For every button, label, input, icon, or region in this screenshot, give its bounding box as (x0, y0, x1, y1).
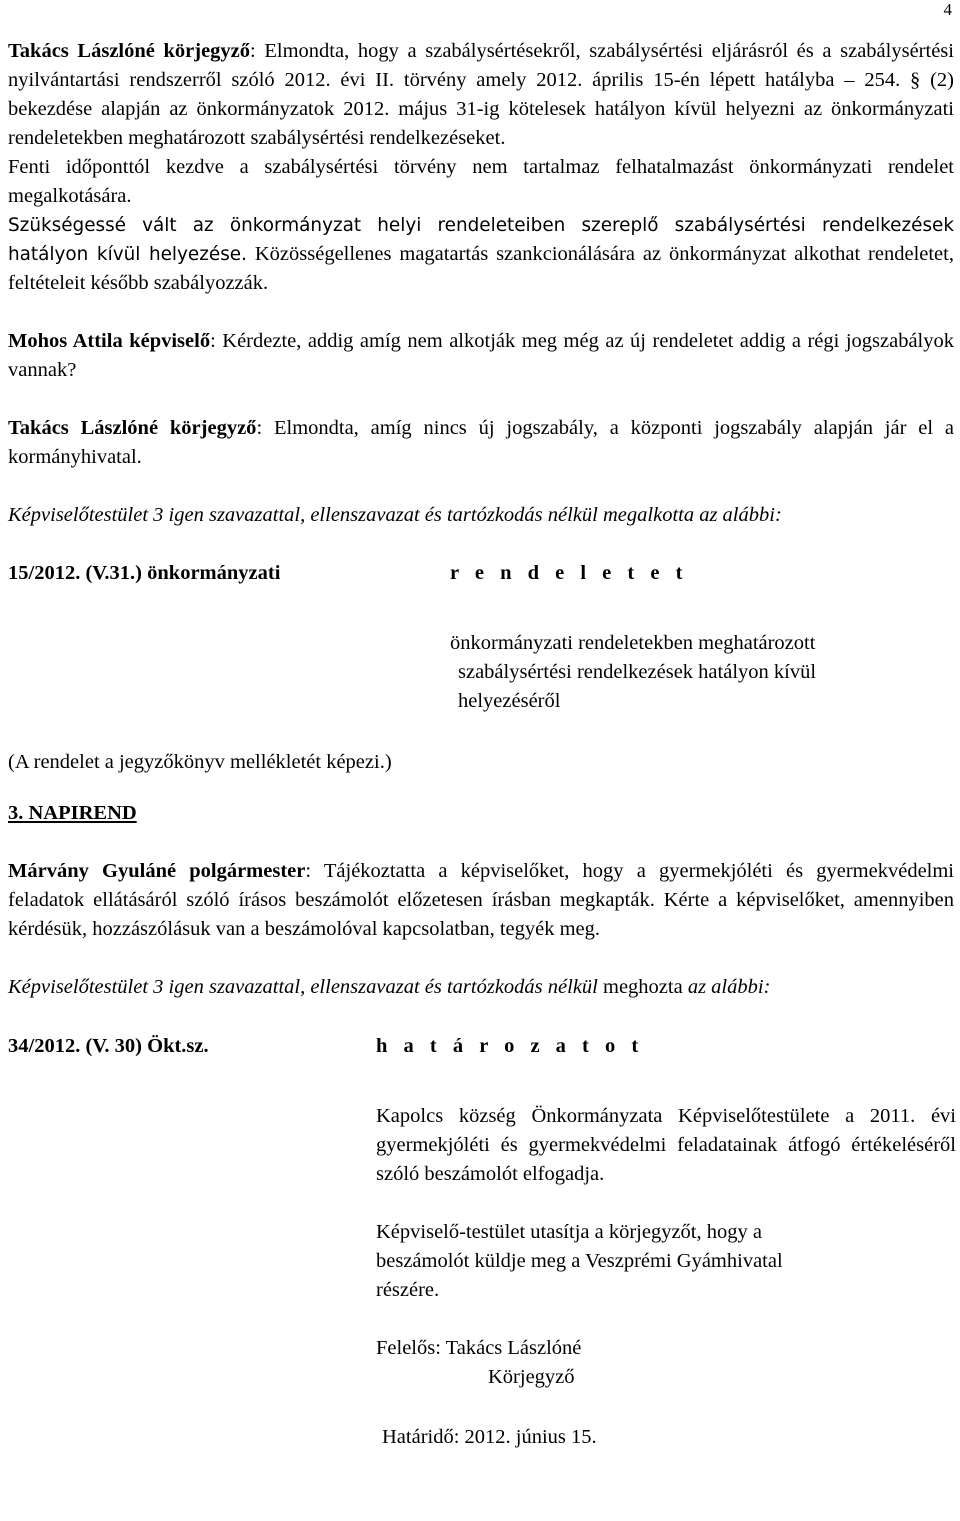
resolution-responsible (376, 1334, 956, 1392)
vote-statement (8, 973, 954, 1002)
decree-title-line: helyezéséről (458, 690, 561, 712)
paragraph-text-sans: Szükségessé vált az önkormányzat helyi rendeleteiben szereplő szabálysértési rendelkezések hatályon kívül helyezése. (8, 215, 954, 265)
resolution-number: 34/2012. (V. 30) Ökt.sz. (8, 1035, 209, 1057)
paragraph-text: : Elmondta, hogy a szabálysértésekről, szabálysértési eljárásról és a szabálysértési nyilvántartási rendszerről szóló 2012. évi II. törvény amely 2012. április 15-én lépett hatályba – 254. § (2) bekezdése alapján az önkormányzatok 2012. május 31-ig kötelesek hatályon kívül helyezni az önkormányzati rendeletekben meghatározott szabálysértési rendelkezéseket. (8, 40, 954, 149)
speaker-name: Takács Lászlóné körjegyző (8, 40, 251, 62)
paragraph-text: Közösségellenes magatartás szankcionálására az önkormányzat alkothat rendeletet, feltételeit később szabályozzák. (8, 243, 954, 294)
decree-number: 15/2012. (V.31.) önkormányzati (8, 562, 281, 584)
responsible-person: Felelős: Takács Lászlóné (376, 1337, 582, 1359)
decree-title (450, 629, 900, 716)
resolution-word: h a t á r o z a t o t (376, 1035, 644, 1057)
speaker-name: Mohos Attila képviselő (8, 330, 211, 352)
annex-note: (A rendelet a jegyzőkönyv mellékletét képezi.) (8, 751, 392, 773)
vote-text: meghozta (597, 976, 688, 998)
agenda-heading: 3. NAPIREND (8, 802, 137, 824)
deadline-text: Határidő: 2012. június 15. (382, 1426, 597, 1448)
paragraph-text: : Tájékoztatta a képviselőket, hogy a gyermekjóléti és gyermekvédelmi feladatok ellátásáról szóló írásos beszámolót előzetesen írásban megkapták. Kérte a képviselőket, amennyiben kérdésük, hozzászólásuk van a beszámolóval kapcsolatban, tegyék meg. (8, 860, 955, 940)
resolution-instruction-line: részére. (376, 1279, 440, 1301)
decree-word: r e n d e l e t e t (450, 562, 688, 584)
resolution-heading (8, 1032, 954, 1061)
paragraph-clerk-answer (8, 414, 954, 472)
vote-text-italic: az alábbi: (687, 976, 771, 998)
resolution-instruction (376, 1218, 956, 1305)
resolution-deadline (376, 1423, 956, 1452)
vote-text-italic: Képviselőtestület 3 igen szavazattal, ellenszavazat és tartózkodás nélkül (8, 976, 598, 998)
paragraph-mayor-statement (8, 857, 954, 944)
decree-title-line: önkormányzati rendeletekben meghatározott (450, 632, 816, 654)
speaker-name: Takács Lászlóné körjegyző (8, 417, 257, 439)
paragraph-authorization: Fenti időponttól kezdve a szabálysértési törvény nem tartalmaz felhatalmazást önkormányzati rendelet megalkotására. (8, 156, 954, 207)
paragraph-text: : Kérdezte, addig amíg nem alkotják meg még az új rendeletet addig a régi jogszabályok vannak? (8, 330, 954, 381)
responsible-title: Körjegyző (488, 1366, 575, 1388)
resolution-instruction-line: Képviselő-testület utasítja a körjegyzőt, hogy a (376, 1221, 762, 1243)
decree-title-line: szabálysértési rendelkezések hatályon kívül (458, 661, 817, 683)
page-number: 4 (943, 0, 952, 19)
resolution-text: Kapolcs község Önkormányzata Képviselőtestülete a 2011. évi gyermekjóléti és gyermekvédelmi feladatainak átfogó értékeléséről szóló beszámolót elfogadja. (376, 1105, 956, 1185)
vote-statement: Képviselőtestület 3 igen szavazattal, ellenszavazat és tartózkodás nélkül megalkotta az alábbi: (8, 504, 782, 526)
decree-heading (8, 559, 954, 588)
resolution-instruction-line: beszámolót küldje meg a Veszprémi Gyámhivatal (376, 1250, 783, 1272)
document-page (8, 37, 954, 1452)
paragraph-text: : Elmondta, amíg nincs új jogszabály, a központi jogszabály alapján jár el a kormányhivatal. (8, 417, 954, 468)
speaker-name: Márvány Gyuláné polgármester (8, 860, 306, 882)
paragraph-necessity (8, 211, 954, 298)
paragraph-clerk-statement (8, 37, 954, 153)
paragraph-representative-question (8, 327, 954, 385)
resolution-body (376, 1102, 956, 1452)
